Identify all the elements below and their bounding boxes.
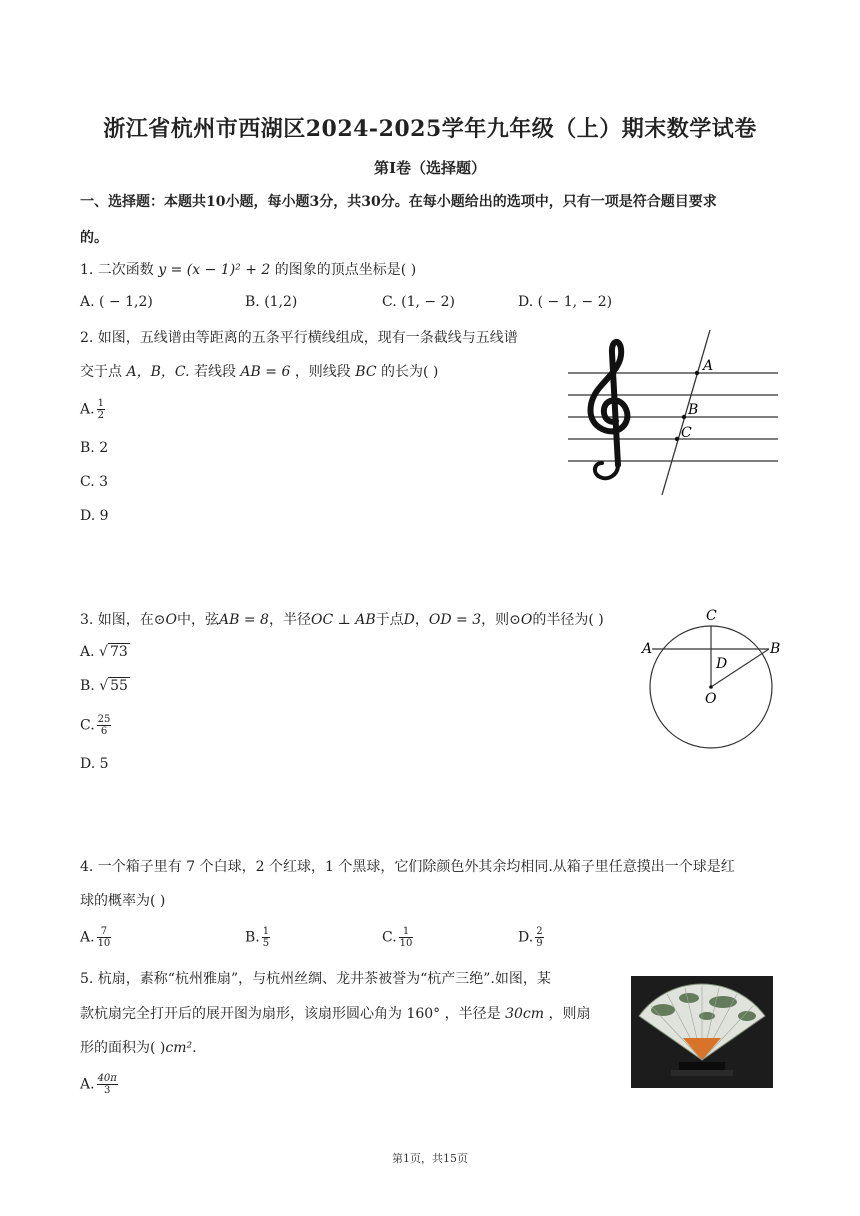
- q3-text-a: 3. 如图，在⊙: [80, 612, 166, 628]
- point-c-label: C: [681, 425, 692, 441]
- q5-unit: cm²: [165, 1040, 193, 1056]
- q2-option-a: [80, 398, 105, 421]
- q5-option-a: [80, 1073, 118, 1096]
- point-b-dot: [682, 415, 686, 419]
- point-o-label: O: [705, 691, 717, 707]
- point-a-dot: [695, 371, 699, 375]
- q2-seg-ab: AB = 6: [240, 364, 291, 380]
- q4-option-a-label: A.: [80, 929, 95, 946]
- q4-option-c-label: C.: [382, 929, 397, 946]
- q5-text-e: .: [192, 1040, 197, 1056]
- q2-points: A，B，C.: [126, 364, 190, 380]
- center-dot: [709, 685, 713, 689]
- q3-option-a: [80, 644, 130, 660]
- q5-option-a-denominator: 3: [104, 1085, 111, 1096]
- q3-circle-o2: O: [520, 612, 533, 628]
- section-heading-line1: 一、选择题：本题共10小题，每小题3分，共30分。在每小题给出的选项中，只有一项是符合题目要求: [80, 194, 717, 210]
- point-a-label: A: [642, 641, 653, 657]
- q4-option-b: [245, 926, 270, 949]
- question-4-stem-line1: 4. 一个箱子里有 7 个白球，2 个红球，1 个黑球，它们除颜色外其余均相同.从箱子里任意摸出一个球是红: [80, 859, 735, 875]
- q4-option-b-denominator: 5: [262, 938, 270, 949]
- q3-option-c-numerator: 25: [97, 714, 111, 725]
- q3-chord-ab: AB = 8: [219, 612, 269, 628]
- q5-radius: 30cm: [505, 1006, 545, 1022]
- q5-option-a-label: A.: [80, 1076, 95, 1093]
- q4-option-b-numerator: 1: [262, 926, 270, 937]
- q1-option-c: C. (1, − 2): [382, 294, 455, 310]
- q1-formula: y = (x − 1)² + 2: [158, 262, 271, 278]
- q2-seg-bc: BC: [355, 364, 377, 380]
- q3-text-e: ，: [414, 612, 429, 628]
- point-b-label: B: [688, 402, 699, 418]
- q4-option-c-denominator: 10: [399, 938, 413, 949]
- q1-option-b: B. (1,2): [245, 294, 298, 310]
- q5-option-a-numerator: 40π: [97, 1073, 117, 1084]
- q2-text-c: ，则线段: [294, 364, 351, 380]
- q3-option-c-denominator: 6: [100, 726, 108, 737]
- q3-perpendicular: OC ⊥ AB: [310, 612, 376, 628]
- q1-option-a: A. ( − 1,2): [80, 294, 153, 310]
- q3-option-b: [80, 678, 130, 694]
- point-c-dot: [675, 437, 679, 441]
- q4-option-d-denominator: 9: [536, 938, 543, 949]
- q4-option-a-denominator: 10: [97, 938, 111, 949]
- q5-text-d: 形的面积为( ): [80, 1040, 166, 1056]
- q2-text-d: 的长为( ): [380, 364, 439, 380]
- question-5-stem-line1: 5. 杭扇，素称“杭州雅扇”，与杭州丝绸、龙井茶被誉为“杭产三绝”.如图，某: [80, 971, 551, 987]
- circle-figure: [636, 602, 786, 754]
- q3-option-b-radicand: 55: [110, 678, 128, 694]
- q3-option-a-radicand: 73: [109, 644, 128, 660]
- q3-text-g: 的半径为( ): [532, 612, 604, 628]
- q3-option-b-sqrt: √ 55: [99, 678, 128, 694]
- point-d-label: D: [716, 656, 728, 672]
- point-b-label: B: [770, 641, 781, 657]
- q5-option-a-fraction: [97, 1073, 118, 1096]
- q3-text-b: 中，弦: [177, 612, 220, 628]
- q3-option-a-label: A.: [80, 644, 95, 660]
- q2-option-c: C. 3: [80, 474, 109, 490]
- exam-title: 浙江省杭州市西湖区2024-2025学年九年级（上）期末数学试卷: [103, 116, 757, 142]
- q4-option-b-label: B.: [245, 929, 260, 946]
- q4-option-c: [382, 926, 413, 949]
- exam-subtitle: 第I卷（选择题）: [373, 159, 487, 177]
- q4-option-d-numerator: 2: [536, 926, 543, 937]
- q3-text-f: ，则⊙: [481, 612, 521, 628]
- q4-option-d-fraction: [535, 926, 543, 949]
- q3-option-c-label: C.: [80, 717, 95, 734]
- q4-option-d-label: D.: [518, 929, 534, 946]
- q3-point-d: D: [403, 612, 415, 628]
- q3-option-a-sqrt: √ 73: [99, 644, 128, 660]
- page-footer: 第1页，共15页: [392, 1152, 468, 1165]
- question-5-stem-line3: [80, 1037, 197, 1057]
- q2-option-a-fraction: [97, 398, 105, 421]
- staff-figure: [560, 325, 785, 500]
- q4-option-a-numerator: 7: [97, 926, 112, 938]
- q1-option-d: D. ( − 1, − 2): [518, 294, 613, 310]
- q5-text-c: ，则扇: [548, 1006, 591, 1022]
- q4-option-a-fraction: [97, 926, 112, 949]
- section-heading-line2: 的。: [80, 230, 108, 246]
- q2-option-d: D. 9: [80, 508, 109, 524]
- q4-option-c-fraction: [399, 926, 414, 949]
- question-2-stem-line1: 2. 如图，五线谱由等距离的五条平行横线组成，现有一条截线与五线谱: [80, 330, 518, 346]
- q1-text-b: 的图象的顶点坐标是( ): [274, 262, 417, 278]
- q4-option-b-fraction: [262, 926, 270, 949]
- q3-text-d: 于点: [375, 612, 404, 628]
- question-2-stem-line2: [80, 361, 438, 381]
- treble-clef-icon: [591, 342, 628, 478]
- q5-text-a: 款杭扇完全打开后的展开图为扇形，该扇形圆心角为: [80, 1006, 402, 1022]
- question-3-stem: [80, 609, 604, 629]
- q4-option-c-numerator: 1: [399, 926, 414, 938]
- q3-option-c: [80, 714, 111, 737]
- q3-option-b-label: B.: [80, 678, 95, 694]
- q4-option-a: [80, 926, 111, 949]
- q3-text-c: ，半径: [268, 612, 311, 628]
- transversal-line: [662, 330, 710, 495]
- q5-text-b: ，半径是: [444, 1006, 501, 1022]
- q3-od: OD = 3: [428, 612, 482, 628]
- q5-angle: 160°: [406, 1006, 441, 1022]
- question-5-stem-line2: [80, 1003, 590, 1023]
- q3-option-c-fraction: [97, 714, 112, 737]
- q2-option-a-denominator: 2: [97, 410, 104, 421]
- q2-text-a: 交于点: [80, 364, 122, 380]
- point-c-label: C: [706, 608, 717, 624]
- question-4-stem-line2: 球的概率为( ): [80, 893, 166, 909]
- q2-option-b: B. 2: [80, 440, 109, 456]
- q2-text-b: 若线段: [193, 364, 236, 380]
- q3-option-d: D. 5: [80, 756, 109, 772]
- q4-option-d: [518, 926, 544, 949]
- q3-circle-o: O: [165, 612, 178, 628]
- question-1-stem: [80, 259, 416, 279]
- point-a-label: A: [703, 358, 714, 374]
- q1-text-a: 1. 二次函数: [80, 262, 154, 278]
- q2-option-a-label: A.: [80, 401, 95, 418]
- folding-fan-icon: [631, 976, 773, 1088]
- fan-photo: [631, 976, 773, 1088]
- q2-option-a-numerator: 1: [97, 398, 104, 409]
